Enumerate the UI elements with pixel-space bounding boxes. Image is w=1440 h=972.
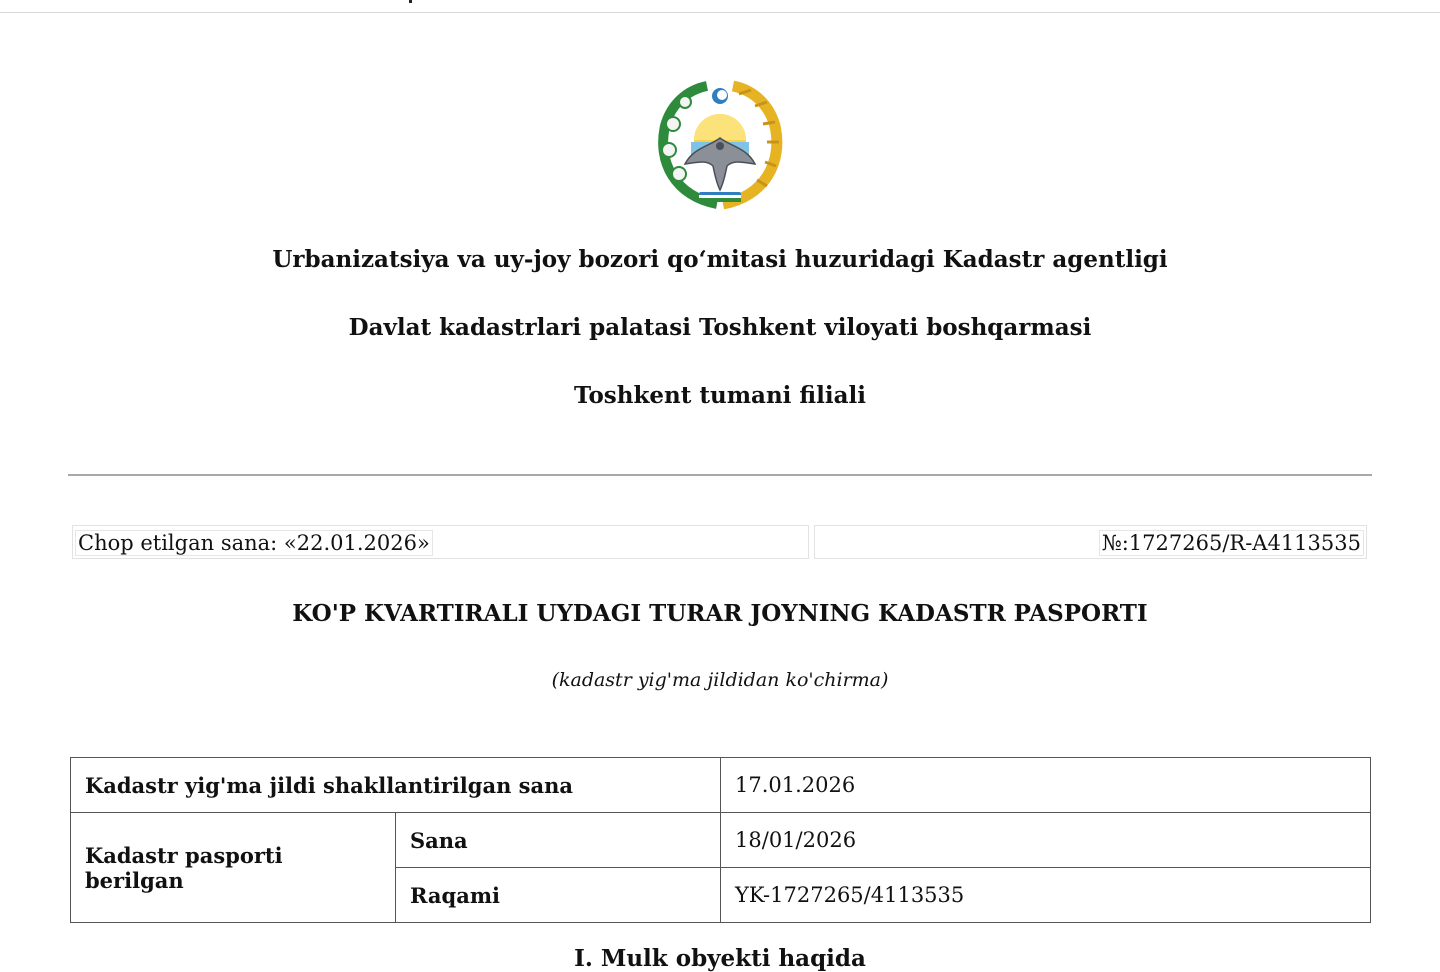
- document-subtitle: (kadastr yig'ma jildidan ko'chirma): [551, 669, 889, 691]
- cut-off-text-fragment: [409, 0, 412, 3]
- chamber-name: Davlat kadastrlari palatasi Toshkent viloyati boshqarmasi: [348, 314, 1092, 341]
- formed-date-value: 17.01.2026: [721, 758, 1371, 813]
- issue-date-label: Sana: [396, 813, 721, 868]
- state-emblem: [655, 80, 785, 212]
- passport-number-value: YK-1727265/4113535: [721, 868, 1371, 923]
- print-date-box: [72, 525, 809, 559]
- passport-info-table: [70, 757, 1371, 923]
- table-row: [71, 813, 1371, 868]
- document-number: №:1727265/R-A4113535: [1099, 530, 1364, 556]
- branch-name: Toshkent tumani filiali: [573, 382, 867, 409]
- section-heading: I. Mulk obyekti haqida: [574, 945, 866, 972]
- print-date: Chop etilgan sana: «22.01.2026»: [75, 530, 433, 556]
- table-row: [71, 758, 1371, 813]
- issue-date-value: 18/01/2026: [721, 813, 1371, 868]
- top-rule: [0, 12, 1440, 13]
- document-number-box: [814, 525, 1367, 559]
- header-divider: [68, 474, 1372, 476]
- formed-date-label: Kadastr yig'ma jildi shakllantirilgan sana: [71, 758, 721, 813]
- passport-number-label: Raqami: [396, 868, 721, 923]
- agency-name: Urbanizatsiya va uy-joy bozori qo‘mitasi huzuridagi Kadastr agentligi: [272, 246, 1168, 273]
- issued-label: Kadastr pasporti berilgan: [71, 813, 396, 923]
- document-title: KO'P KVARTIRALI UYDAGI TURAR JOYNING KADASTR PASPORTI: [292, 600, 1148, 627]
